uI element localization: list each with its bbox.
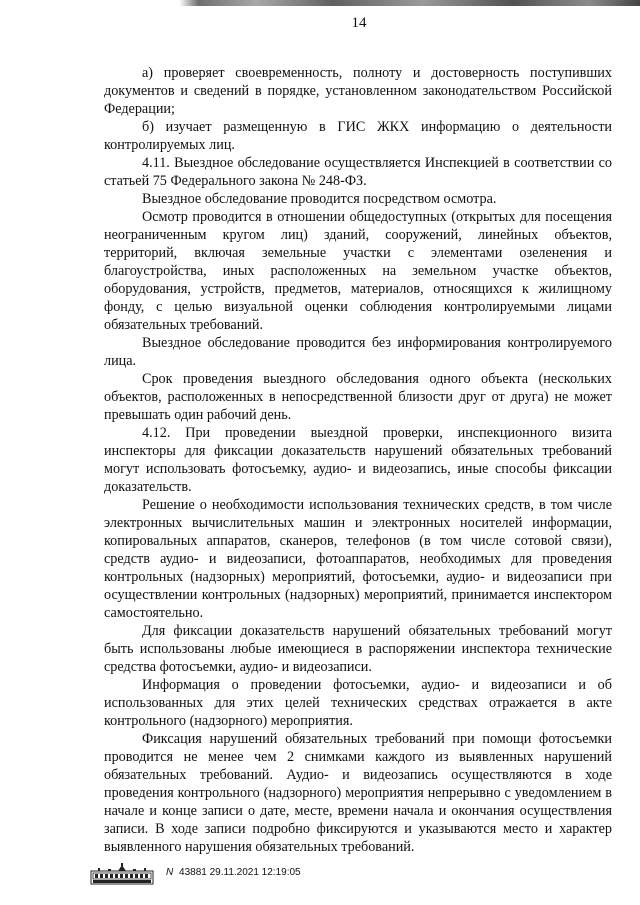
paragraph: 4.11. Выездное обследование осуществляется Инспекцией в соответствии со статьей 75 Федерального закона № 248-ФЗ. [104,155,612,189]
document-footer [90,862,410,886]
paragraph: Для фиксации доказательств нарушений обязательных требований могут быть использованы любые имеющиеся в распоряжении инспектора технические средства фотосъемки, аудио- и видеозаписи. [104,623,612,675]
paragraph: Срок проведения выездного обследования одного объекта (нескольких объектов, расположенных в непосредственной близости друг от друга) не может превышать один рабочий день. [104,371,612,423]
scan-edge [0,0,640,6]
document-registration-info [166,867,301,878]
paragraph: б) изучает размещенную в ГИС ЖКХ информацию о деятельности контролируемых лиц. [104,119,612,153]
document-mark: N [166,867,174,878]
page-number: 14 [351,15,367,31]
paragraph: Выездное обследование проводится посредством осмотра. [142,191,497,207]
document-body [104,64,612,856]
document-info: 43881 29.11.2021 12:19:05 [179,867,301,878]
paragraph: Фиксация нарушений обязательных требований при помощи фотосъемки проводится не менее чем 2 снимками каждого из выявленных нарушений обязательных требований. Аудио- и видеозапись осуществляются в ходе проведения контрольного (надзорного) мероприятия непрерывно с уведомлением в начале и конце записи о дате, месте, времени начала и окончания осуществления записи. В ходе записи подробно фиксируются и указываются место и характер выявленного нарушения обязательных требований. [104,731,612,855]
paragraph: 4.12. При проведении выездной проверки, инспекционного визита инспекторы для фиксации доказательств нарушений обязательных требований могут использовать фотосъемку, аудио- и видеозапись, иные способы фиксации доказательств. [104,425,612,495]
paragraph: Осмотр проводится в отношении общедоступных (открытых для посещения неограниченным кругом лиц) зданий, сооружений, линейных объектов, территорий, включая земельные участки с элементами озеленения и благоустройства, иных расположенных на земельном участке объектов, оборудования, устройств, предметов, материалов, относящихся к жилищному фонду, с целью визуальной оценки соблюдения контролируемыми лицами обязательных требований. [104,209,612,333]
building-stamp-icon [90,862,154,886]
paragraph: Информация о проведении фотосъемки, аудио- и видеозаписи и об использованных для этих целей технических средствах отражается в акте контрольного (надзорного) мероприятия. [104,677,612,729]
paragraph: Выездное обследование проводится без информирования контролируемого лица. [104,335,612,369]
paragraph: а) проверяет своевременность, полноту и достоверность поступивших документов и сведений в порядке, установленном законодательством Российской Федерации; [104,65,612,117]
paragraph: Решение о необходимости использования технических средств, в том числе электронных вычислительных машин и электронных носителей информации, копировальных аппаратов, сканеров, телефонов (в том числе сотовой связи), средств аудио- и видеозаписи, фотоаппаратов, необходимых для проведения контрольных (надзорных) мероприятий, фотосъемки, аудио- и видеозаписи при осуществлении контрольных (надзорных) мероприятий, принимается инспектором самостоятельно. [104,497,612,621]
